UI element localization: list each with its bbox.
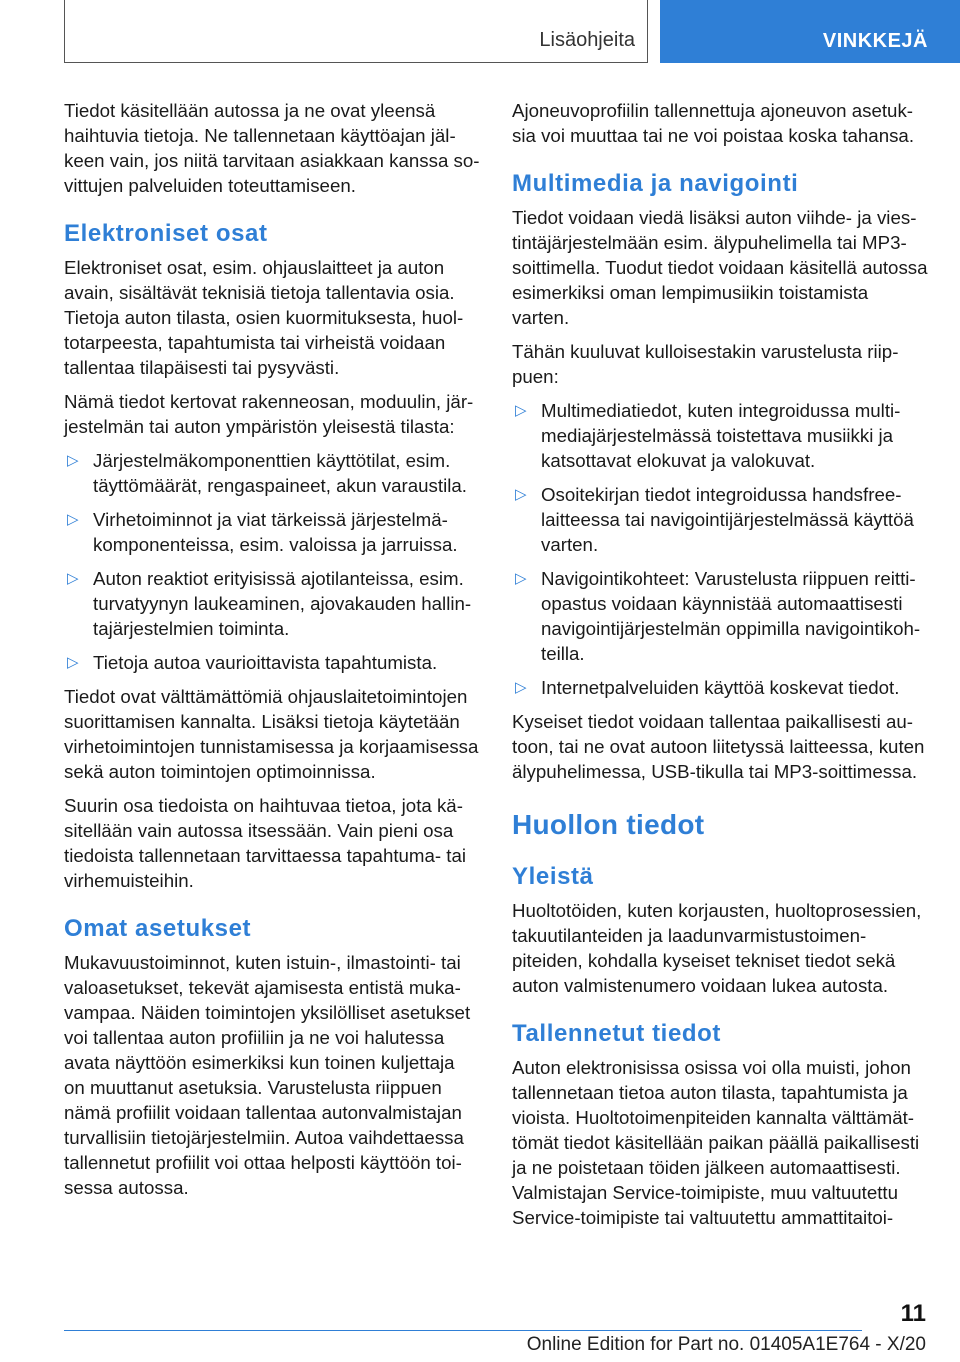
list-item (512, 566, 928, 666)
paragraph: Kyseiset tiedot voidaan tallentaa paikallisesti autoon, tai ne ovat autoon liitetyssä laitteessa, kuten älypuhelimessa, USB-tikulla tai MP3-soittimessa. (512, 711, 925, 782)
page-number: 11 (900, 1300, 926, 1327)
paragraph: Auton elektronisissa osissa voi olla muisti, johon tallennetaan tietoa auton tilasta, tapahtumista ja vioista. Huoltotoimenpiteiden kannalta välttämättömät tiedot käsitellään paikan päällä paikallisesti ja ne poistetaan töiden jälkeen automaattisesti. Valmistajan Service-toimipiste, muu valtuutettu Service-toimipiste tai valtuutettu ammattitaitoi- (512, 1057, 920, 1228)
list-item (64, 507, 480, 557)
left-column (64, 98, 480, 1209)
list-item-text: Navigointikohteet: Varustelusta riippuen reittiopastus voidaan käynnistää automaattisesti navigointijärjestelmän oppimilla navigointikohteilla. (541, 568, 921, 664)
header-section-tab (64, 0, 648, 63)
paragraph: Mukavuustoiminnot, kuten istuin-, ilmastointi- tai valoasetukset, tekevät ajamisesta entistä mukavampaa. Näiden toimintojen yksilölliset asetukset voi tallentaa auton profiiliin ja ne voi halutessa avata näyttöön esimerkiksi kun toinen kuljettaja on muuttanut asetuksia. Varustelusta riippuen nämä profiilit voidaan tallentaa autonvalmistajan turvallisiin tietojärjestelmiin. Autoa vaihdettaessa tallennetut profiilit voi ottaa helposti käyttöön toisessa autossa. (64, 952, 471, 1198)
list-item-text: Järjestelmäkomponenttien käyttötilat, esim. täyttömäärät, rengaspaineet, akun varaustila. (93, 450, 467, 496)
triangle-bullet-icon: ▷ (515, 402, 527, 419)
list-item (64, 566, 480, 641)
paragraph: Suurin osa tiedoista on haihtuvaa tietoa, jota käsitellään vain autossa itsessään. Vain pieni osa tiedoista tallennetaan tarvittaessa tapahtuma- tai virhemuisteihin. (64, 795, 467, 891)
list-item (64, 448, 480, 498)
list-item-text: Internetpalveluiden käyttöä koskevat tiedot. (541, 677, 900, 698)
list-item (512, 398, 928, 473)
triangle-bullet-icon: ▷ (67, 452, 79, 469)
chapter-heading-huollon-tiedot: Huollon tiedot (512, 809, 705, 840)
paragraph: Huoltotöiden, kuten korjausten, huoltoprosessien, takuutilanteiden ja laadunvarmistustoimenpiteiden, kohdalla kyseiset tekniset tiedot sekä auton valmistenumero voidaan lukea autosta. (512, 900, 922, 996)
list-item-text: Virhetoiminnot ja viat tärkeissä järjestelmäkomponenteissa, esim. valoissa ja jarruissa. (93, 509, 458, 555)
paragraph: Nämä tiedot kertovat rakenneosan, moduulin, järjestelmän tai auton ympäristön yleisestä tilasta: (64, 391, 474, 437)
triangle-bullet-icon: ▷ (515, 679, 527, 696)
list-item (512, 482, 928, 557)
right-column (512, 98, 928, 1239)
list-item (512, 675, 928, 700)
list-item-text: Multimediatiedot, kuten integroidussa multimediajärjestelmässä toistettava musiikki ja katsottavat elokuvat ja valokuvat. (541, 400, 901, 471)
bullet-list (64, 448, 480, 675)
paragraph: Tiedot ovat välttämättömiä ohjauslaitetoimintojen suorittamisen kannalta. Lisäksi tietoja käytetään virhetoimintojen tunnistamisessa ja korjaamisessa sekä auton toimintojen optimoinnissa. (64, 686, 479, 782)
section-heading-yleista: Yleistä (512, 863, 594, 890)
triangle-bullet-icon: ▷ (67, 570, 79, 587)
paragraph: Tähän kuuluvat kulloisestakin varustelusta riippuen: (512, 341, 899, 387)
bullet-list (512, 398, 928, 700)
list-item-text: Osoitekirjan tiedot integroidussa handsfree-laitteessa tai navigointijärjestelmässä käyttöä varten. (541, 484, 914, 555)
header-section-label: Lisäohjeita (539, 29, 635, 51)
paragraph: Ajoneuvoprofiilin tallennettuja ajoneuvon asetuksia voi muuttaa tai ne voi poistaa koska tahansa. (512, 100, 915, 146)
section-heading-omat-asetukset: Omat asetukset (64, 915, 252, 942)
intro-paragraph: Tiedot käsitellään autossa ja ne ovat yleensä haihtuvia tietoja. Ne tallennetaan käyttöajan jälkeen vain, jos niitä tarvitaan asiakkaan kanssa sovittujen palveluiden toteuttamiseen. (64, 100, 480, 196)
footer-edition-text: Online Edition for Part no. 01405A1E764 - X/20 (526, 1334, 926, 1355)
section-heading-tallennetut: Tallennetut tiedot (512, 1020, 722, 1047)
triangle-bullet-icon: ▷ (67, 654, 79, 671)
section-heading-elektroniset: Elektroniset osat (64, 220, 268, 247)
triangle-bullet-icon: ▷ (67, 511, 79, 528)
header-chapter-tab (660, 0, 960, 63)
list-item (64, 650, 480, 675)
section-heading-multimedia: Multimedia ja navigointi (512, 170, 799, 197)
list-item-text: Auton reaktiot erityisissä ajotilanteissa, esim. turvatyynyn laukeaminen, ajovakauden hallintajärjestelmien toiminta. (93, 568, 472, 639)
header-chapter-label: VINKKEJÄ (822, 30, 928, 52)
paragraph: Tiedot voidaan viedä lisäksi auton viihde- ja viestintäjärjestelmään esim. älypuhelimella tai MP3-soittimella. Tuodut tiedot voidaan käsitellä autossa esimerkiksi oman lempimusiikin toistamista varten. (512, 207, 928, 328)
footer-divider (64, 1330, 862, 1331)
triangle-bullet-icon: ▷ (515, 570, 527, 587)
list-item-text: Tietoja autoa vaurioittavista tapahtumista. (93, 652, 438, 673)
triangle-bullet-icon: ▷ (515, 486, 527, 503)
paragraph: Elektroniset osat, esim. ohjauslaitteet ja auton avain, sisältävät teknisiä tietoja tallentavia osia. Tietoja auton tilasta, osien kuormituksesta, huoltotarpeesta, tapahtumista tai virheistä voidaan tallentaa tilapäisesti tai pysyvästi. (64, 257, 464, 378)
